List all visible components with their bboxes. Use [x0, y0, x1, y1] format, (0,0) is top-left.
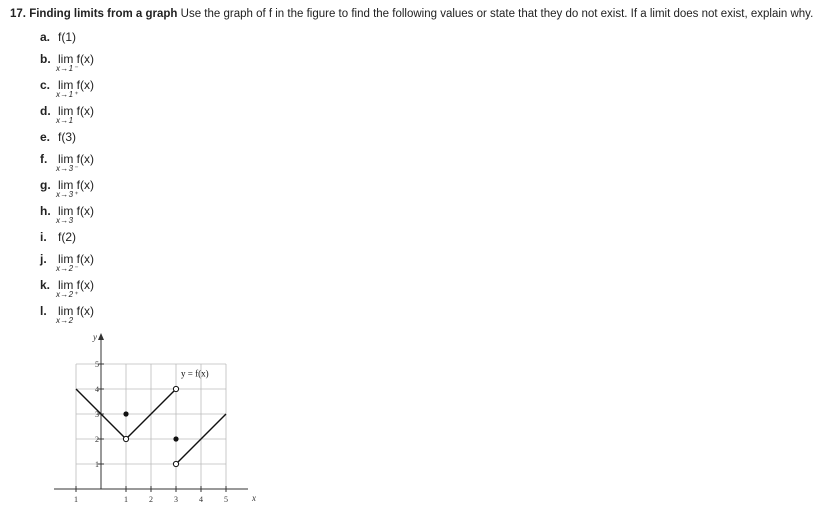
limit-function: f(x)	[73, 78, 94, 92]
item-expression	[56, 178, 94, 199]
item-letter: b.	[40, 52, 51, 66]
limit-function: f(x)	[73, 278, 94, 292]
lim-operator: lim x→2⁺	[56, 278, 78, 299]
item-letter: l.	[40, 304, 47, 318]
item-expression	[56, 104, 94, 125]
lim-operator: lim x→2	[56, 304, 74, 325]
curve-label: y = f(x)	[181, 368, 209, 379]
limit-function: f(x)	[73, 304, 94, 318]
function-value: f(1)	[58, 30, 76, 44]
y-tick-label: 1	[95, 460, 99, 469]
open-point	[123, 436, 128, 441]
question-number: 17.	[10, 8, 26, 20]
limit-approach: x→1	[56, 116, 74, 125]
y-tick-label: 5	[95, 360, 99, 369]
item-expression	[56, 204, 94, 225]
item-expression	[58, 30, 76, 44]
item-letter: d.	[40, 104, 51, 118]
question-title: Finding limits from a graph	[29, 8, 178, 20]
lim-operator: lim x→3⁻	[56, 152, 78, 173]
item-letter: j.	[40, 252, 47, 266]
function-graph	[52, 328, 282, 515]
limit-approach: x→2⁺	[56, 290, 78, 299]
limit-approach: x→3⁺	[56, 190, 78, 199]
item-expression	[56, 252, 94, 273]
limit-approach: x→1⁻	[56, 64, 78, 73]
limit-approach: x→2⁻	[56, 264, 78, 273]
question-text	[10, 6, 825, 22]
item-expression	[56, 52, 94, 73]
limit-function: f(x)	[73, 152, 94, 166]
limit-approach: x→1⁺	[56, 90, 78, 99]
x-tick-label: 4	[199, 495, 203, 504]
closed-point	[123, 411, 128, 416]
item-expression	[56, 304, 94, 325]
lim-operator: lim x→1⁺	[56, 78, 78, 99]
limit-approach: x→2	[56, 316, 74, 325]
limit-function: f(x)	[73, 104, 94, 118]
lim-operator: lim x→3⁺	[56, 178, 78, 199]
limit-function: f(x)	[73, 204, 94, 218]
x-tick-label: 3	[174, 495, 178, 504]
limit-approach: x→3⁻	[56, 164, 78, 173]
lim-operator: lim x→3	[56, 204, 74, 225]
y-tick-label: 2	[95, 435, 99, 444]
lim-operator: lim x→1⁻	[56, 52, 78, 73]
x-tick-label: 5	[224, 495, 228, 504]
y-axis-label: y	[93, 332, 97, 342]
item-letter: k.	[40, 278, 51, 292]
x-axis-label: x	[252, 493, 256, 503]
closed-point	[173, 436, 178, 441]
item-letter: g.	[40, 178, 51, 192]
graph-svg	[52, 328, 282, 510]
question-prompt: Use the graph of f in the figure to find the following values or state that they do not exist. If a limit does not exist, explain why.	[180, 8, 814, 20]
item-expression	[56, 152, 94, 173]
item-expression	[58, 230, 76, 244]
x-tick-label: 1	[74, 495, 78, 504]
y-tick-label: 3	[95, 410, 99, 419]
x-tick-label: 1	[124, 495, 128, 504]
item-letter: c.	[40, 78, 51, 92]
item-letter: e.	[40, 130, 51, 144]
open-point	[173, 386, 178, 391]
lim-operator: lim x→1	[56, 104, 74, 125]
limit-function: f(x)	[73, 178, 94, 192]
lim-operator: lim x→2⁻	[56, 252, 78, 273]
x-tick-label: 2	[149, 495, 153, 504]
limit-function: f(x)	[73, 52, 94, 66]
item-expression	[56, 78, 94, 99]
item-letter: h.	[40, 204, 51, 218]
function-value: f(3)	[58, 130, 76, 144]
function-value: f(2)	[58, 230, 76, 244]
item-expression	[56, 278, 94, 299]
open-point	[173, 461, 178, 466]
item-letter: i.	[40, 230, 47, 244]
item-letter: f.	[40, 152, 48, 166]
y-axis-arrow	[98, 333, 104, 340]
limit-approach: x→3	[56, 216, 74, 225]
item-expression	[58, 130, 76, 144]
y-tick-label: 4	[95, 385, 99, 394]
item-letter: a.	[40, 30, 51, 44]
limit-function: f(x)	[73, 252, 94, 266]
